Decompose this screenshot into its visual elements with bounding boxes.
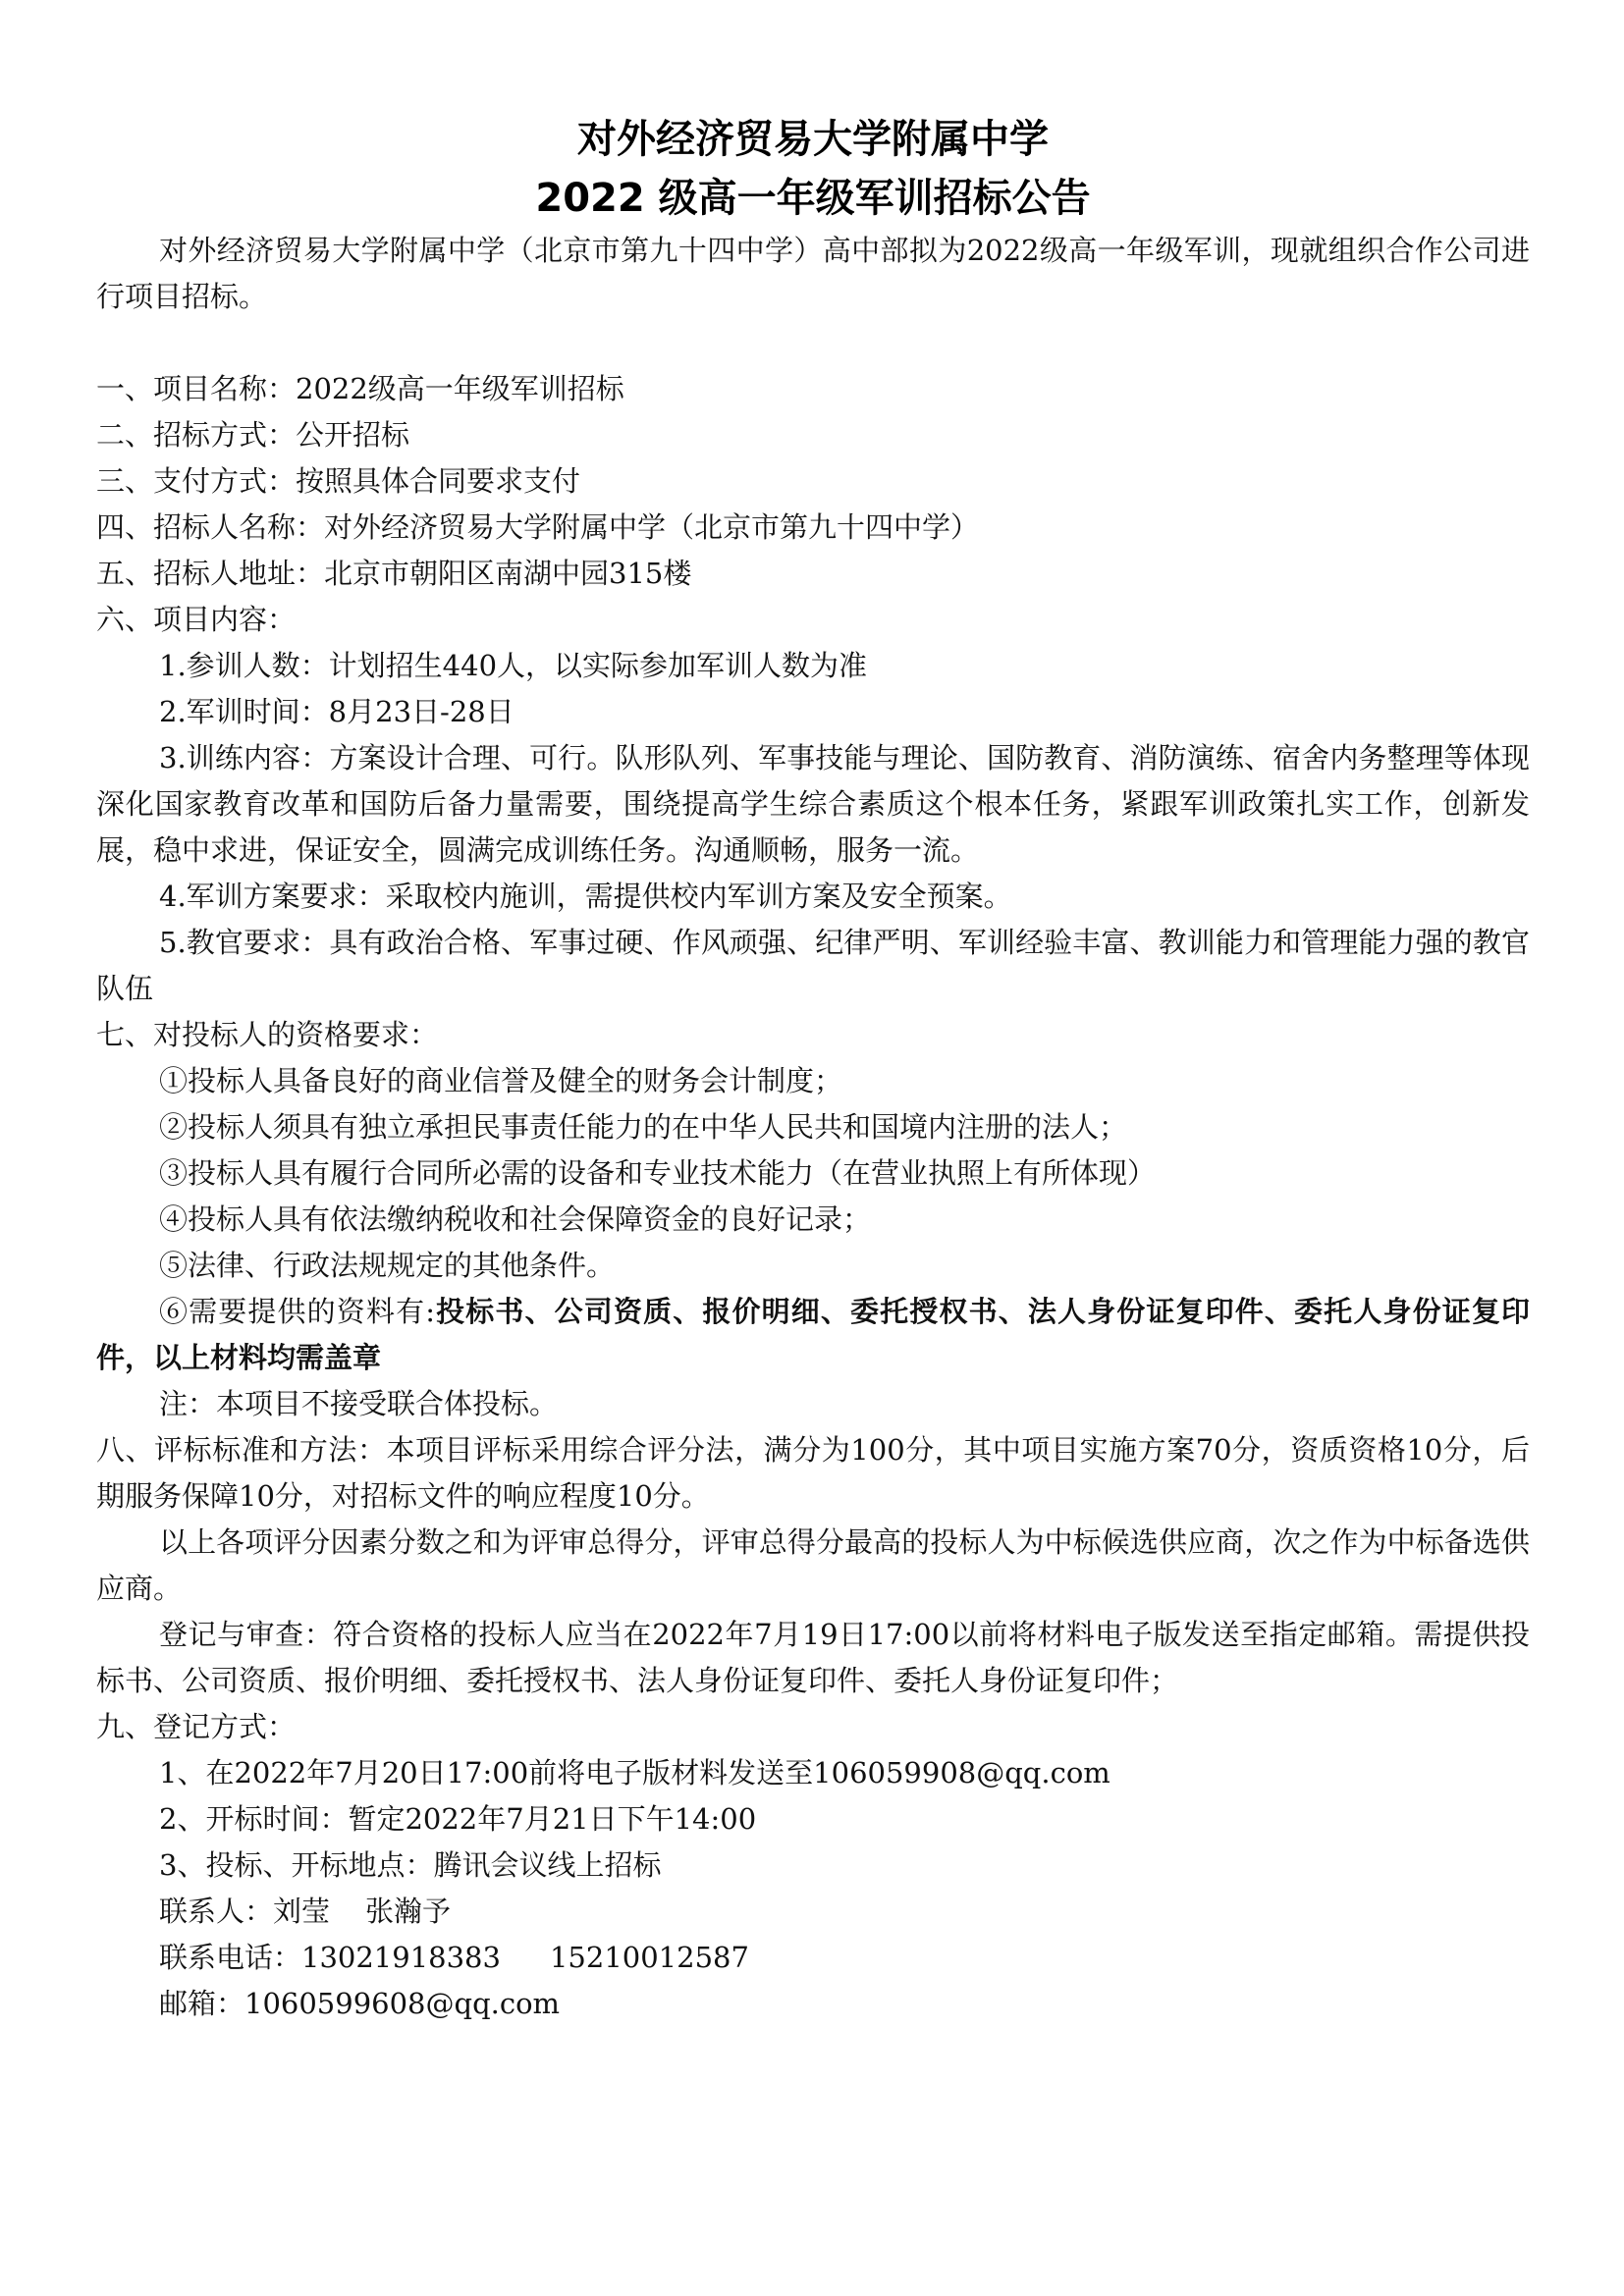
document-body xyxy=(96,228,1530,2027)
contact-phones xyxy=(96,1935,1530,1981)
content-item-5: 5.教官要求：具有政治合格、军事过硬、作风顽强、纪律严明、军训经验丰富、教训能力和管理能力强的教官队伍 xyxy=(96,926,1530,1005)
registration-item-1: 1、在2022年7月20日17:00前将电子版材料发送至106059908@qq.com xyxy=(159,1756,1110,1789)
blank-line xyxy=(96,320,1530,366)
contact-phone-2: 15210012587 xyxy=(549,1941,749,1974)
intro-paragraph: 对外经济贸易大学附属中学（北京市第九十四中学）高中部拟为2022级高一年级军训，现就组织合作公司进行项目招标。 xyxy=(96,234,1530,313)
qualification-2: ②投标人须具有独立承担民事责任能力的在中华人民共和国境内注册的法人； xyxy=(159,1110,1128,1144)
section-1: 一、项目名称：2022级高一年级军训招标 xyxy=(96,372,624,405)
section-7-heading: 七、对投标人的资格要求： xyxy=(96,1018,439,1051)
content-item-1: 1.参训人数：计划招生440人，以实际参加军训人数为准 xyxy=(159,649,868,682)
registration-review: 登记与审查：符合资格的投标人应当在2022年7月19日17:00以前将材料电子版发送至指定邮箱。需提供投标书、公司资质、报价明细、委托授权书、法人身份证复印件、委托人身份证复印件； xyxy=(96,1618,1530,1697)
title-line-2: 2022 级高一年级军训招标公告 xyxy=(535,176,1091,221)
qualification-4: ④投标人具有依法缴纳税收和社会保障资金的良好记录； xyxy=(159,1202,872,1236)
content-item-3: 3.训练内容：方案设计合理、可行。队形队列、军事技能与理论、国防教育、消防演练、宿舍内务整理等体现深化国家教育改革和国防后备力量需要，围绕提高学生综合素质这个根本任务，紧跟军训政策扎实工作，创新发展，稳中求进，保证安全，圆满完成训练任务。沟通顺畅，服务一流。 xyxy=(96,741,1530,867)
contact-email: 邮箱：1060599608@qq.com xyxy=(159,1987,561,2020)
section-4: 四、招标人名称：对外经济贸易大学附属中学（北京市第九十四中学） xyxy=(96,510,980,544)
qualification-6 xyxy=(96,1289,1530,1381)
contact-persons xyxy=(96,1889,1530,1935)
qualification-1: ①投标人具备良好的商业信誉及健全的财务会计制度； xyxy=(159,1064,843,1097)
contact-person-2: 张瀚予 xyxy=(365,1895,452,1928)
section-9-heading: 九、登记方式： xyxy=(96,1710,297,1743)
section-2: 二、招标方式：公开招标 xyxy=(96,418,410,452)
section-6: 六、项目内容： xyxy=(96,603,297,636)
section-8-evaluation: 八、评标标准和方法：本项目评标采用综合评分法，满分为100分，其中项目实施方案70分，资质资格10分，后期服务保障10分，对招标文件的响应程度10分。 xyxy=(96,1433,1530,1513)
content-item-2: 2.军训时间：8月23日-28日 xyxy=(159,695,514,728)
qualification-3: ③投标人具有履行合同所必需的设备和专业技术能力（在营业执照上有所体现） xyxy=(159,1156,1157,1190)
contact-person-1: 联系人：刘莹 xyxy=(159,1895,331,1928)
qualification-5: ⑤法律、行政法规规定的其他条件。 xyxy=(159,1249,616,1282)
evaluation-score-rule: 以上各项评分因素分数之和为评审总得分，评审总得分最高的投标人为中标候选供应商，次之作为中标备选供应商。 xyxy=(96,1525,1530,1605)
content-item-4: 4.军训方案要求：采取校内施训，需提供校内军训方案及安全预案。 xyxy=(159,880,1012,913)
qualification-6-prefix: ⑥需要提供的资料有: xyxy=(159,1295,435,1328)
registration-item-3: 3、投标、开标地点：腾讯会议线上招标 xyxy=(159,1848,662,1882)
section-5: 五、招标人地址：北京市朝阳区南湖中园315楼 xyxy=(96,557,692,590)
contact-phone-1: 联系电话：13021918383 xyxy=(159,1941,501,1974)
required-materials-bold: 投标书、公司资质、报价明细、委托授权书、法人身份证复印件、委托人身份证复印件，以上材料均需盖章 xyxy=(96,1295,1530,1374)
section-3: 三、支付方式：按照具体合同要求支付 xyxy=(96,464,581,498)
registration-item-2: 2、开标时间：暂定2022年7月21日下午14:00 xyxy=(159,1802,757,1836)
note-no-consortium: 注：本项目不接受联合体投标。 xyxy=(159,1387,559,1420)
title-line-1: 对外经济贸易大学附属中学 xyxy=(577,117,1049,162)
